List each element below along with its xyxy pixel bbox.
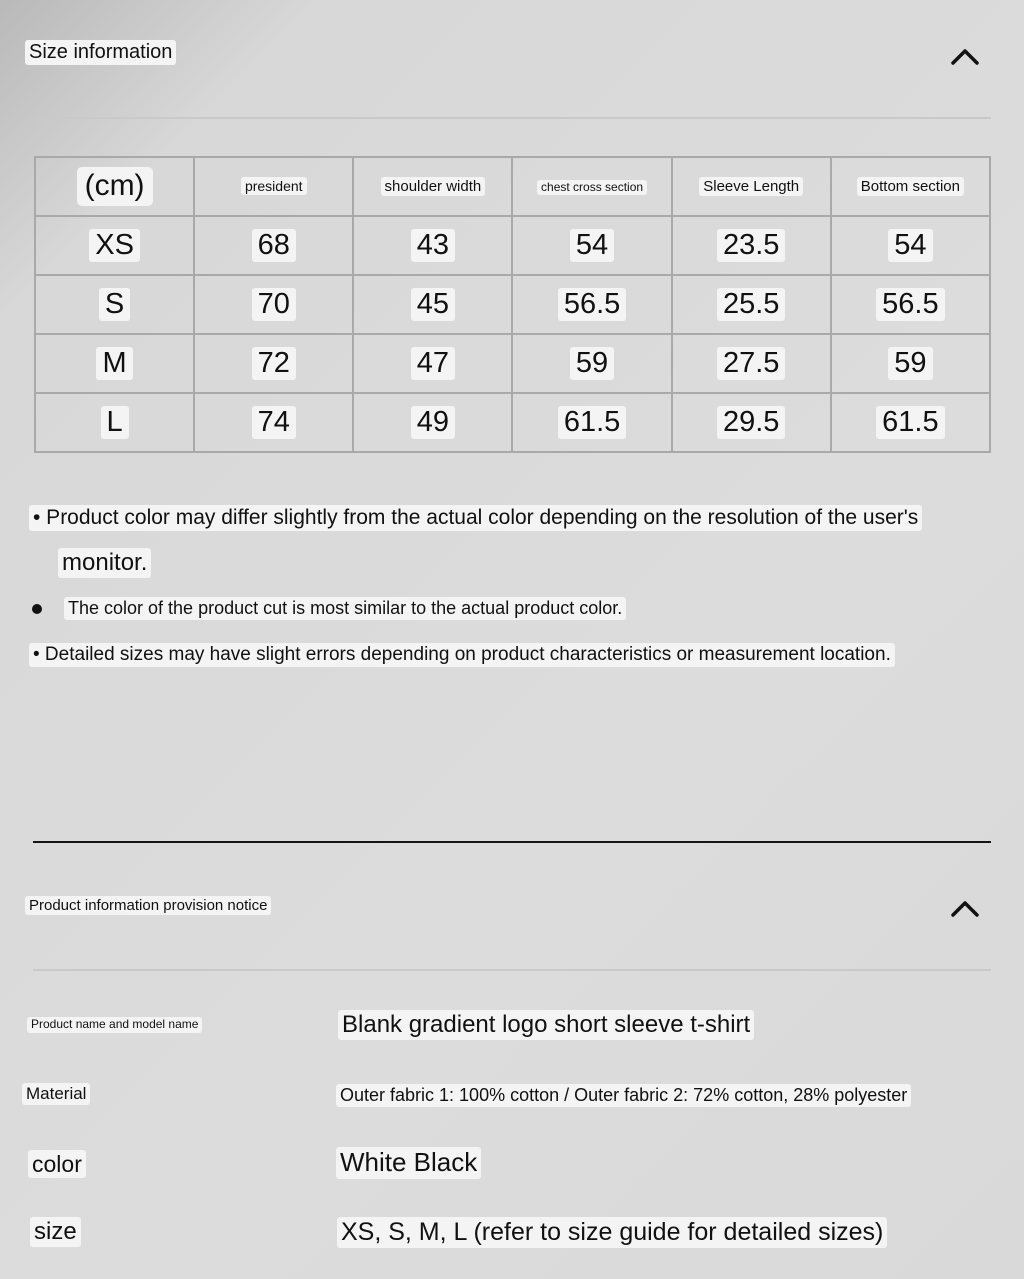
cell-value: 47 <box>411 347 455 380</box>
info-label-size: size <box>30 1217 81 1247</box>
size-cell <box>35 393 194 452</box>
column-header-label: chest cross section <box>537 180 647 196</box>
table-cell <box>353 275 512 334</box>
cell-value: 61.5 <box>876 406 944 439</box>
table-cell <box>672 334 831 393</box>
table-cell <box>353 334 512 393</box>
table-cell <box>194 275 353 334</box>
column-header-label: Sleeve Length <box>699 177 803 196</box>
info-value-material: Outer fabric 1: 100% cotton / Outer fabric 2: 72% cotton, 28% polyester <box>336 1084 911 1107</box>
column-header-label: president <box>241 177 307 195</box>
divider <box>33 117 991 119</box>
table-row <box>35 275 990 334</box>
table-cell <box>194 334 353 393</box>
table-cell <box>353 393 512 452</box>
cell-value: 70 <box>252 288 296 321</box>
cell-value: 59 <box>888 347 932 380</box>
size-cell <box>35 334 194 393</box>
cell-value: 59 <box>570 347 614 380</box>
table-row <box>35 334 990 393</box>
chevron-up-icon <box>948 44 982 68</box>
size-label: L <box>101 406 129 439</box>
table-cell <box>194 393 353 452</box>
column-header-label: shoulder width <box>381 177 486 196</box>
cell-value: 54 <box>888 229 932 262</box>
info-value-size: XS, S, M, L (refer to size guide for detailed sizes) <box>337 1217 887 1248</box>
note-color-difference-cont: monitor. <box>58 548 151 578</box>
column-header <box>353 157 512 216</box>
table-cell <box>194 216 353 275</box>
info-value-product-name: Blank gradient logo short sleeve t-shirt <box>338 1010 754 1040</box>
bullet-icon <box>32 604 42 614</box>
cell-value: 54 <box>570 229 614 262</box>
info-value-color: White Black <box>336 1147 481 1179</box>
chevron-up-icon <box>948 896 982 920</box>
cell-value: 56.5 <box>876 288 944 321</box>
size-cell <box>35 216 194 275</box>
cell-value: 25.5 <box>717 288 785 321</box>
cell-value: 45 <box>411 288 455 321</box>
size-cell <box>35 275 194 334</box>
cell-value: 61.5 <box>558 406 626 439</box>
table-row <box>35 216 990 275</box>
table-cell <box>512 216 671 275</box>
cell-value: 23.5 <box>717 229 785 262</box>
unit-header <box>35 157 194 216</box>
cell-value: 29.5 <box>717 406 785 439</box>
size-table <box>34 156 991 453</box>
cell-value: 72 <box>252 347 296 380</box>
product-info-toggle[interactable] <box>948 896 982 920</box>
cell-value: 43 <box>411 229 455 262</box>
section-divider <box>33 841 991 843</box>
size-info-title: Size information <box>25 40 176 65</box>
note-product-cut: The color of the product cut is most similar to the actual product color. <box>64 597 626 620</box>
table-cell <box>672 393 831 452</box>
cell-value: 68 <box>252 229 296 262</box>
column-header <box>512 157 671 216</box>
size-label: M <box>96 347 132 380</box>
info-label-product-name: Product name and model name <box>27 1017 202 1033</box>
note-color-difference: • Product color may differ slightly from the actual color depending on the resolution of the user's <box>29 505 922 531</box>
size-label: XS <box>89 229 140 262</box>
info-label-material: Material <box>22 1083 90 1105</box>
column-header <box>194 157 353 216</box>
cell-value: 56.5 <box>558 288 626 321</box>
cell-value: 49 <box>411 406 455 439</box>
divider <box>33 969 991 971</box>
column-header <box>672 157 831 216</box>
table-cell <box>512 393 671 452</box>
info-label-color: color <box>28 1150 86 1178</box>
size-label: S <box>99 288 130 321</box>
column-header <box>831 157 990 216</box>
cell-value: 27.5 <box>717 347 785 380</box>
table-cell <box>831 275 990 334</box>
product-info-title: Product information provision notice <box>25 896 271 915</box>
table-row <box>35 393 990 452</box>
table-cell <box>831 334 990 393</box>
note-size-errors: • Detailed sizes may have slight errors depending on product characteristics or measurement location. <box>29 643 895 667</box>
unit-label: (cm) <box>77 167 153 206</box>
table-cell <box>831 393 990 452</box>
table-cell <box>831 216 990 275</box>
table-cell <box>512 275 671 334</box>
table-cell <box>512 334 671 393</box>
cell-value: 74 <box>252 406 296 439</box>
table-header-row <box>35 157 990 216</box>
table-cell <box>353 216 512 275</box>
size-info-toggle[interactable] <box>948 44 982 68</box>
table-cell <box>672 275 831 334</box>
column-header-label: Bottom section <box>857 177 964 196</box>
table-cell <box>672 216 831 275</box>
